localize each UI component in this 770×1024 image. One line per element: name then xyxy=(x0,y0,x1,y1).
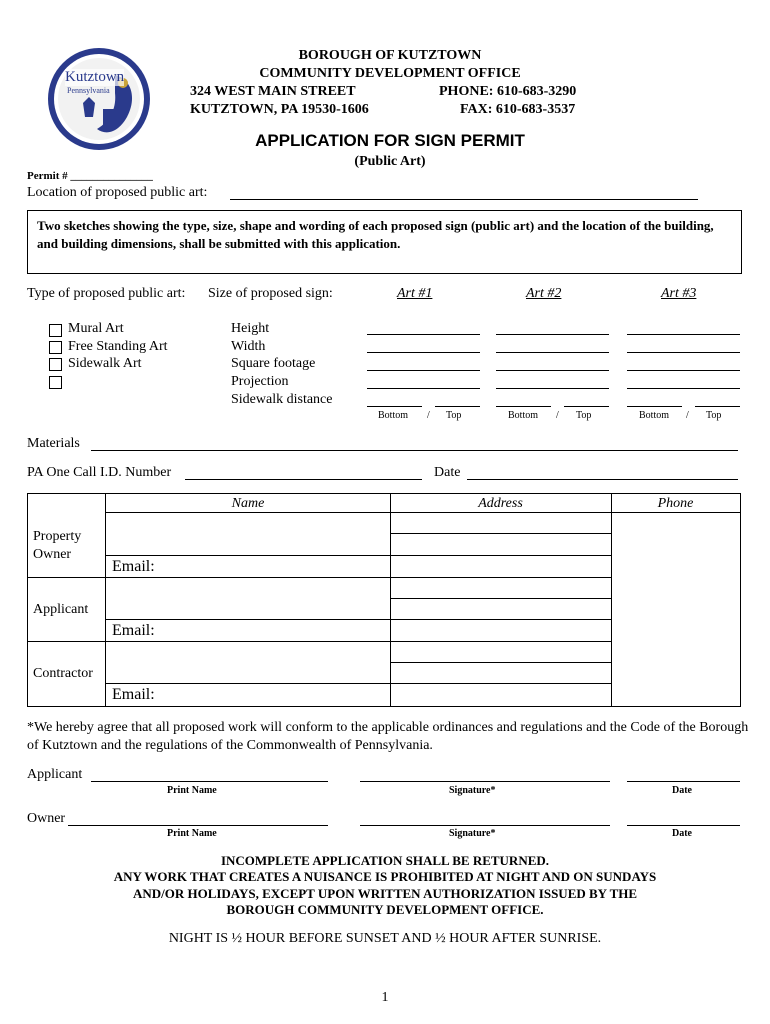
phone-number: PHONE: 610-683-3290 xyxy=(439,84,577,99)
owner-signature-line[interactable] xyxy=(360,825,610,826)
row-property-owner: Property Owner xyxy=(33,529,82,562)
art1-bottom-label: Bottom xyxy=(378,410,409,421)
art1-height-line[interactable] xyxy=(367,334,480,335)
art3-bottom-line[interactable] xyxy=(627,406,682,407)
form-title: APPLICATION FOR SIGN PERMIT xyxy=(255,131,525,150)
art1-sqft-line[interactable] xyxy=(367,370,480,371)
sign-applicant-label: Applicant xyxy=(27,767,83,782)
contact-table xyxy=(27,493,741,707)
art1-width-line[interactable] xyxy=(367,352,480,353)
art-col-2: Art #2 xyxy=(526,286,562,301)
art3-slash: / xyxy=(686,410,689,421)
logo-text: Kutztown xyxy=(65,69,125,85)
art1-top-line[interactable] xyxy=(435,406,480,407)
art2-bottom-line[interactable] xyxy=(496,406,551,407)
applicant-signature-line[interactable] xyxy=(360,781,610,782)
materials-label: Materials xyxy=(27,436,80,451)
paone-label: PA One Call I.D. Number xyxy=(27,465,172,480)
applicant-email[interactable]: Email: xyxy=(112,622,155,639)
art3-projection-line[interactable] xyxy=(627,388,740,389)
sketch-notice-text: Two sketches showing the type, size, shape and wording of each proposed sign (public art) and the location of the building, and building dimensions, shall be submitted with this application. xyxy=(37,218,714,251)
org-name: BOROUGH OF KUTZTOWN xyxy=(298,48,482,63)
form-subtitle: (Public Art) xyxy=(354,154,426,169)
footer-line-3: AND/OR HOLIDAYS, EXCEPT UPON WRITTEN AUTHORIZATION ISSUED BY THE xyxy=(132,886,638,901)
night-notice: NIGHT IS ½ HOUR BEFORE SUNSET AND ½ HOUR AFTER SUNRISE. xyxy=(168,931,602,946)
owner-date-line[interactable] xyxy=(627,825,740,826)
type-free-standing-art: Free Standing Art xyxy=(68,339,168,354)
row-applicant: Applicant xyxy=(33,602,89,617)
art2-width-line[interactable] xyxy=(496,352,609,353)
art2-top-line[interactable] xyxy=(564,406,609,407)
materials-input-line[interactable] xyxy=(91,450,738,451)
size-square-footage: Square footage xyxy=(231,356,316,371)
date-input-line[interactable] xyxy=(467,479,738,480)
office-name: COMMUNITY DEVELOPMENT OFFICE xyxy=(259,66,521,81)
footer-line-4: BOROUGH COMMUNITY DEVELOPMENT OFFICE. xyxy=(226,902,544,917)
location-input-line[interactable] xyxy=(230,199,698,200)
art2-bottom-label: Bottom xyxy=(508,410,539,421)
size-label: Size of proposed sign: xyxy=(208,286,333,301)
date-label: Date xyxy=(434,465,461,480)
permit-number[interactable]: Permit # _______________ xyxy=(27,170,153,182)
applicant-print-line[interactable] xyxy=(91,781,328,782)
art1-bottom-line[interactable] xyxy=(367,406,422,407)
owner-email[interactable]: Email: xyxy=(112,558,155,575)
sketch-notice-box xyxy=(27,210,742,274)
type-sidewalk-art: Sidewalk Art xyxy=(68,356,142,371)
fax-number: FAX: 610-683-3537 xyxy=(460,102,576,117)
size-projection: Projection xyxy=(231,374,289,389)
art3-top-line[interactable] xyxy=(695,406,740,407)
checkbox-other[interactable] xyxy=(49,376,62,389)
art2-projection-line[interactable] xyxy=(496,388,609,389)
art3-top-label: Top xyxy=(706,410,722,421)
sign-owner-label: Owner xyxy=(27,811,66,826)
applicant-date-caption: Date xyxy=(672,785,692,796)
col-phone-header: Phone xyxy=(657,496,694,511)
art1-slash: / xyxy=(427,410,430,421)
art1-top-label: Top xyxy=(446,410,462,421)
checkbox-sidewalk-art[interactable] xyxy=(49,358,62,371)
row-contractor: Contractor xyxy=(33,666,93,681)
applicant-date-line[interactable] xyxy=(627,781,740,782)
paone-input-line[interactable] xyxy=(185,479,422,480)
col-address-header: Address xyxy=(478,496,523,511)
contractor-email[interactable]: Email: xyxy=(112,686,155,703)
art1-projection-line[interactable] xyxy=(367,388,480,389)
size-width: Width xyxy=(231,339,266,354)
checkbox-free-standing-art[interactable] xyxy=(49,341,62,354)
footer-line-1: INCOMPLETE APPLICATION SHALL BE RETURNED. xyxy=(220,853,550,868)
page-number: 1 xyxy=(381,990,389,1005)
owner-print-caption: Print Name xyxy=(167,828,217,839)
art3-sqft-line[interactable] xyxy=(627,370,740,371)
applicant-signature-caption: Signature* xyxy=(449,785,496,796)
art-col-3: Art #3 xyxy=(661,286,697,301)
logo-subtext: Pennsylvania xyxy=(67,86,110,95)
art3-height-line[interactable] xyxy=(627,334,740,335)
type-label: Type of proposed public art: xyxy=(27,286,186,301)
art2-sqft-line[interactable] xyxy=(496,370,609,371)
art-col-1: Art #1 xyxy=(397,286,433,301)
agreement-text: *We hereby agree that all proposed work will conform to the applicable ordinances and regulations and the Code of the Borough of Kutztown and the regulations of the Commonwealth of Pennsylvania. xyxy=(27,720,749,753)
art2-height-line[interactable] xyxy=(496,334,609,335)
checkbox-mural-art[interactable] xyxy=(49,324,62,337)
owner-print-line[interactable] xyxy=(68,825,328,826)
art3-bottom-label: Bottom xyxy=(639,410,670,421)
city-address: KUTZTOWN, PA 19530-1606 xyxy=(190,102,369,117)
owner-date-caption: Date xyxy=(672,828,692,839)
col-name-header: Name xyxy=(231,496,265,511)
art2-slash: / xyxy=(556,410,559,421)
type-mural-art: Mural Art xyxy=(68,321,124,336)
footer-line-2: ANY WORK THAT CREATES A NUISANCE IS PROHIBITED AT NIGHT AND ON SUNDAYS xyxy=(113,869,657,884)
street-address: 324 WEST MAIN STREET xyxy=(190,84,356,99)
art2-top-label: Top xyxy=(576,410,592,421)
size-height: Height xyxy=(231,321,270,336)
size-sidewalk-distance: Sidewalk distance xyxy=(231,392,333,407)
location-label: Location of proposed public art: xyxy=(27,185,208,200)
owner-signature-caption: Signature* xyxy=(449,828,496,839)
applicant-print-caption: Print Name xyxy=(167,785,217,796)
art3-width-line[interactable] xyxy=(627,352,740,353)
borough-logo xyxy=(45,45,153,153)
